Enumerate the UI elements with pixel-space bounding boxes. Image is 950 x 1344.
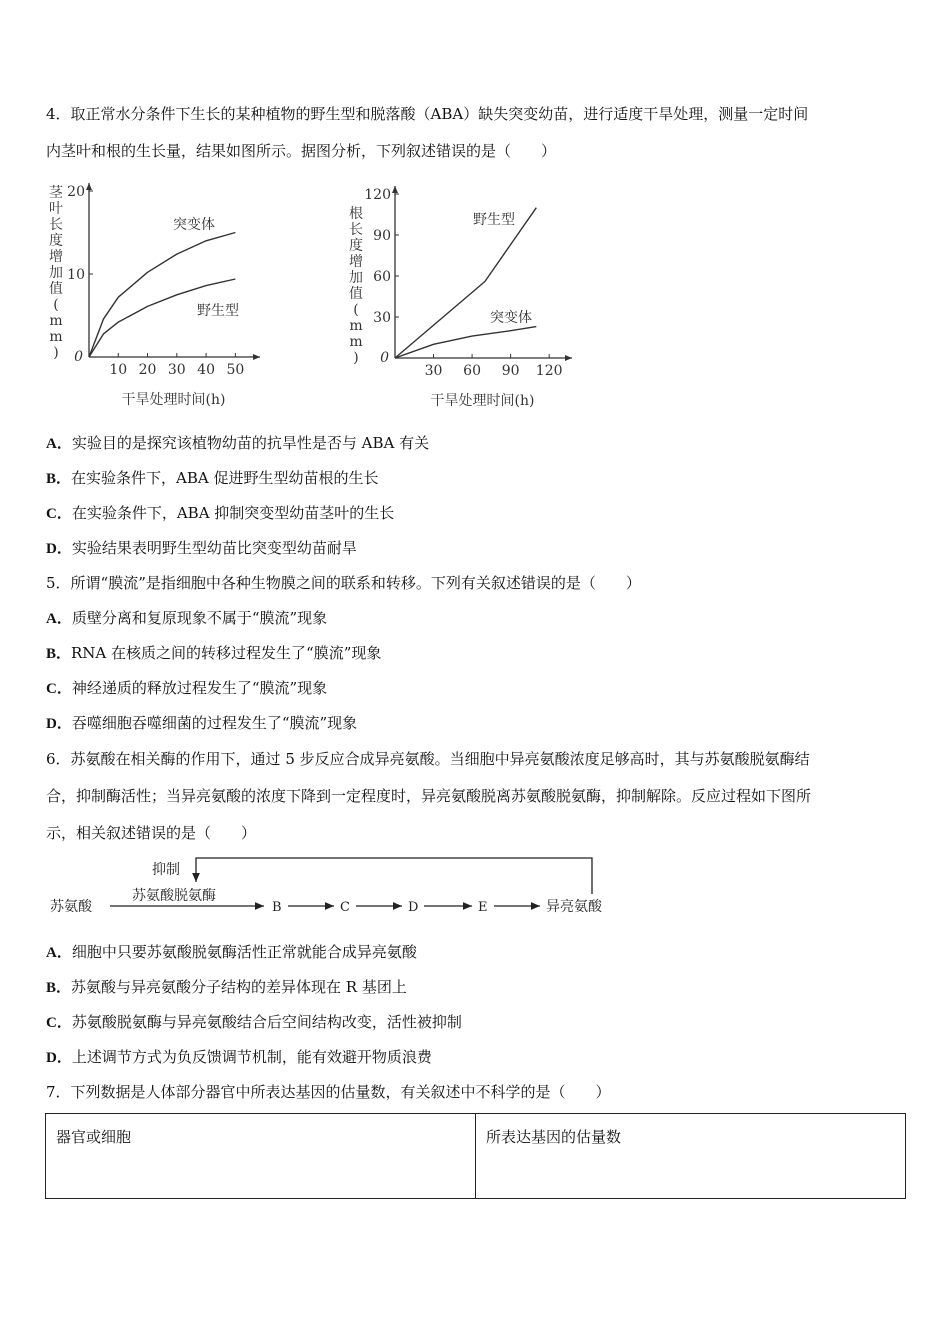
isoleucine-label: 异亮氨酸: [546, 899, 602, 915]
x-tick-label: 120: [535, 363, 563, 379]
table-header-organ: 器官或细胞: [46, 1114, 476, 1199]
series-line-0: [395, 208, 536, 358]
q4-option-c: C．在实验条件下，ABA 抑制突变型幼苗茎叶的生长: [46, 504, 395, 522]
y-axis-label: 根长度增加值( m m ): [349, 206, 363, 366]
x-axis-label: 干旱处理时间(h): [121, 392, 226, 408]
series-line-1: [395, 327, 536, 358]
x-tick-label: 20: [138, 362, 157, 378]
enzyme-label: 苏氨酸脱氨酶: [132, 888, 216, 904]
stem-leaf-growth-chart: [40, 175, 280, 415]
x-tick-label: 50: [226, 362, 245, 378]
q5-stem: 5．所谓“膜流”是指细胞中各种生物膜之间的联系和转移。下列有关叙述错误的是（ ）: [46, 574, 641, 592]
q6-option-c: C．苏氨酸脱氨酶与异亮氨酸结合后空间结构改变，活性被抑制: [46, 1013, 462, 1031]
x-tick-label: 30: [167, 362, 186, 378]
q5-option-a: A．质壁分离和复原现象不属于“膜流”现象: [46, 609, 328, 627]
y-tick-label: 10: [67, 267, 85, 283]
y-tick-label: 90: [373, 228, 391, 244]
inhibit-label: 抑制: [152, 862, 180, 878]
y-tick-label: 120: [364, 187, 391, 203]
x-tick-label: 30: [424, 363, 443, 379]
q4-option-a: A．实验目的是探究该植物幼苗的抗旱性是否与 ABA 有关: [46, 434, 430, 452]
series-label-0: 突变体: [173, 217, 215, 233]
intermediate-c: C: [340, 900, 350, 915]
y-tick-label: 60: [373, 269, 391, 285]
q6-stem-line1: 6．苏氨酸在相关酶的作用下，通过 5 步反应合成异亮氨酸。当细胞中异亮氨酸浓度足够高时，其与苏氨酸脱氨酶结: [46, 750, 810, 768]
q5-option-d: D．吞噬细胞吞噬细菌的过程发生了“膜流”现象: [46, 714, 358, 732]
origin-label: 0: [74, 349, 83, 365]
table-row: [46, 1114, 906, 1199]
table-header-gene-count: 所表达基因的估量数: [476, 1114, 906, 1199]
intermediate-b: B: [272, 900, 282, 915]
q7-stem: 7．下列数据是人体部分器官中所表达基因的估量数，有关叙述中不科学的是（ ）: [46, 1083, 611, 1101]
q6-stem-line2: 合，抑制酶活性；当异亮氨酸的浓度下降到一定程度时，异亮氨酸脱离苏氨酸脱氨酶，抑制解除。反应过程如下图所: [46, 787, 812, 805]
gene-expression-table: [45, 1113, 906, 1199]
q6-option-a: A．细胞中只要苏氨酸脱氨酶活性正常就能合成异亮氨酸: [46, 943, 417, 961]
x-tick-label: 40: [197, 362, 216, 378]
q4-stem-line2: 内茎叶和根的生长量，结果如图所示。据图分析，下列叙述错误的是（ ）: [46, 142, 557, 160]
root-growth-chart: [340, 178, 580, 418]
x-axis-arrow: [253, 354, 260, 360]
series-label-1: 突变体: [490, 310, 532, 326]
q6-option-b: B．苏氨酸与异亮氨酸分子结构的差异体现在 R 基团上: [46, 978, 407, 996]
q4-stem-line1: 4．取正常水分条件下生长的某种植物的野生型和脱落酸（ABA）缺失突变幼苗，进行适度干旱处理，测量一定时间: [46, 105, 809, 123]
q4-option-d: D．实验结果表明野生型幼苗比突变型幼苗耐旱: [46, 539, 357, 557]
origin-label: 0: [380, 350, 389, 366]
y-axis-arrow: [86, 183, 92, 190]
series-label-1: 野生型: [197, 303, 239, 319]
threonine-label: 苏氨酸: [50, 899, 92, 915]
y-axis-arrow: [392, 186, 398, 193]
x-tick-label: 60: [463, 363, 481, 379]
intermediate-e: E: [478, 900, 488, 915]
y-tick-label: 20: [67, 184, 85, 200]
q4-option-b: B．在实验条件下，ABA 促进野生型幼苗根的生长: [46, 469, 379, 487]
y-tick-label: 30: [373, 310, 391, 326]
x-tick-label: 10: [109, 362, 128, 378]
reaction-pathway-diagram: [40, 852, 640, 922]
series-label-0: 野生型: [473, 212, 515, 228]
q5-option-c: C．神经递质的释放过程发生了“膜流”现象: [46, 679, 328, 697]
x-axis-arrow: [565, 355, 572, 361]
q6-option-d: D．上述调节方式为负反馈调节机制，能有效避开物质浪费: [46, 1048, 432, 1066]
x-axis-label: 干旱处理时间(h): [430, 393, 535, 409]
intermediate-d: D: [408, 900, 419, 915]
series-line-0: [89, 233, 235, 358]
q6-stem-line3: 示，相关叙述错误的是（ ）: [46, 824, 257, 842]
y-axis-label: 茎叶长度增加值( m m ): [49, 185, 63, 361]
q5-option-b: B．RNA 在核质之间的转移过程发生了“膜流”现象: [46, 644, 382, 662]
x-tick-label: 90: [501, 363, 520, 379]
